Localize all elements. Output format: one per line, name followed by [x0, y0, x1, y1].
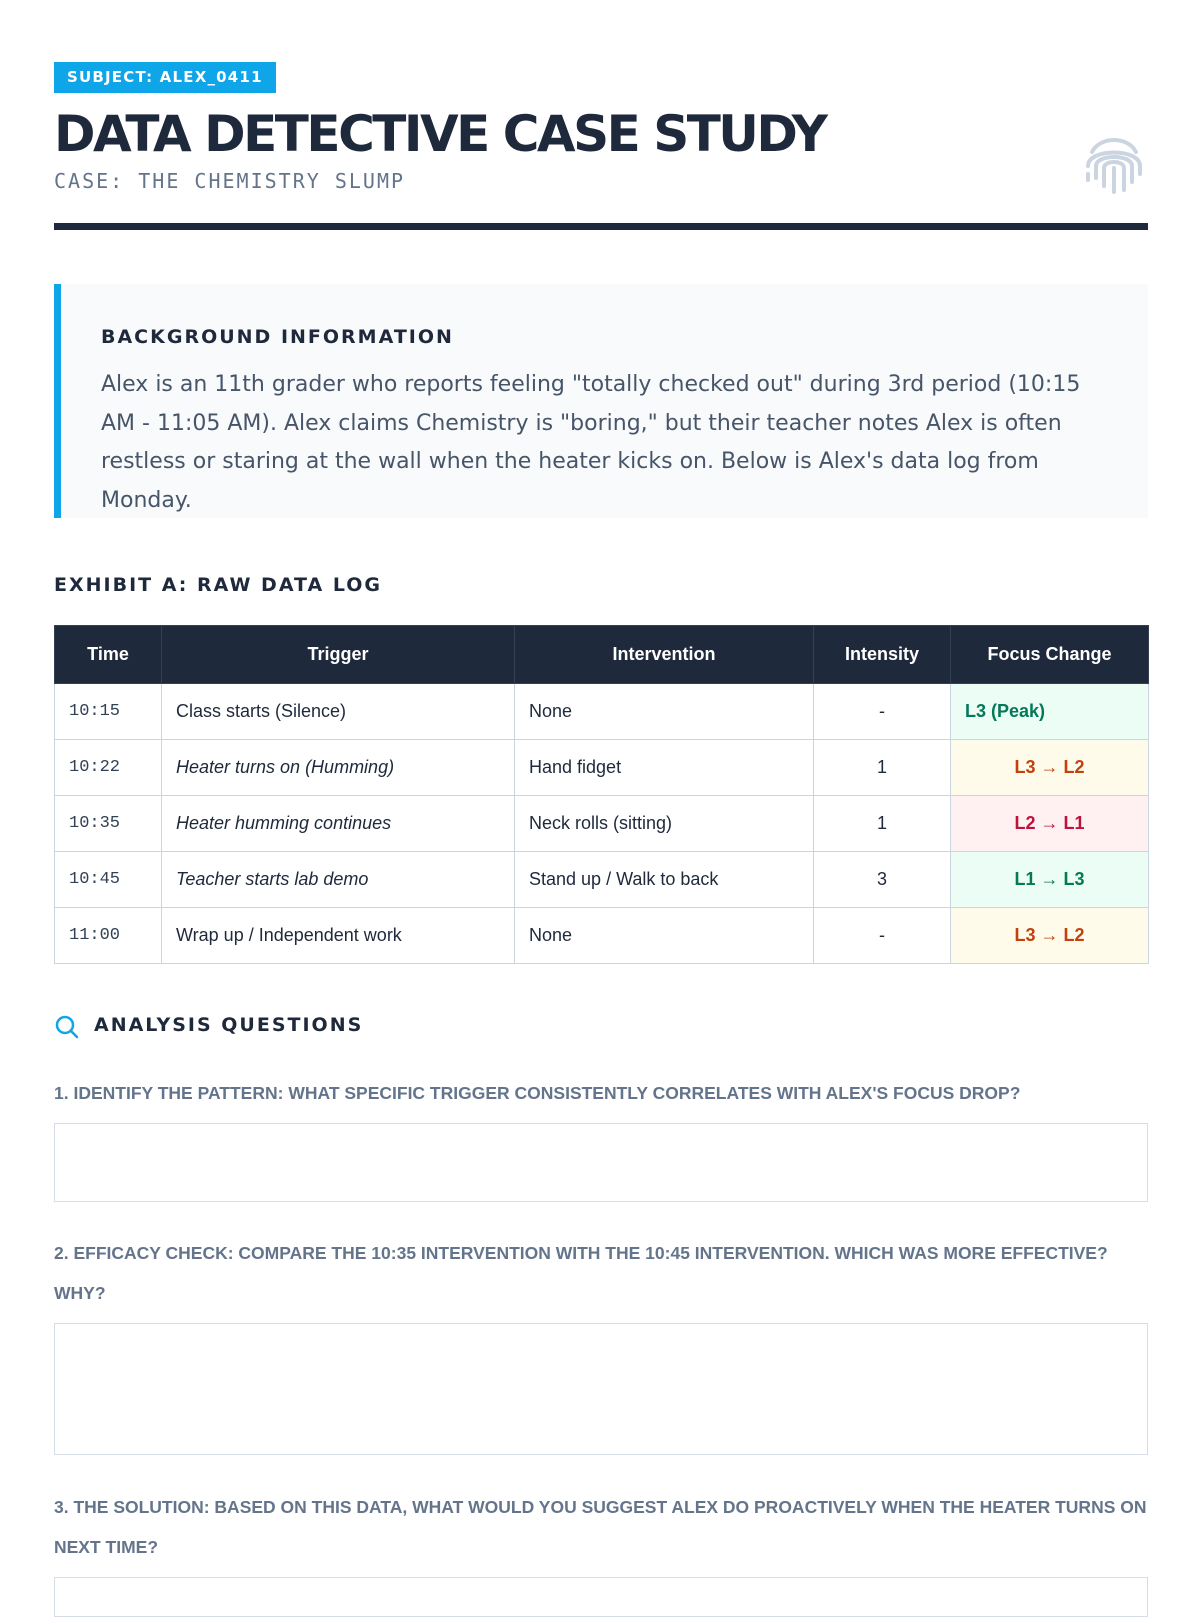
data-log-table — [54, 625, 1149, 964]
column-header-trigger: Trigger — [162, 626, 515, 684]
intervention-cell: Stand up / Walk to back — [515, 852, 814, 908]
question-1: 1. IDENTIFY THE PATTERN: WHAT SPECIFIC TRIGGER CONSISTENTLY CORRELATES WITH ALEX'S FOCUS DROP? — [54, 1083, 1021, 1103]
trigger-cell: Wrap up / Independent work — [162, 908, 515, 964]
search-icon — [54, 1014, 80, 1040]
intensity-cell: 1 — [814, 740, 951, 796]
intervention-cell: Hand fidget — [515, 740, 814, 796]
table-row — [55, 908, 1149, 964]
time-cell: 11:00 — [55, 908, 162, 964]
trigger-cell: Class starts (Silence) — [162, 684, 515, 740]
column-header-intervention: Intervention — [515, 626, 814, 684]
exhibit-title: EXHIBIT A: RAW DATA LOG — [54, 574, 383, 596]
answer-field-2[interactable] — [54, 1323, 1148, 1455]
question-3: 3. THE SOLUTION: BASED ON THIS DATA, WHAT WOULD YOU SUGGEST ALEX DO PROACTIVELY WHEN THE HEATER TURNS ON NEXT TIME? — [54, 1497, 1147, 1557]
intervention-cell: Neck rolls (sitting) — [515, 796, 814, 852]
intensity-cell: - — [814, 684, 951, 740]
intensity-cell: 1 — [814, 796, 951, 852]
intervention-cell: None — [515, 684, 814, 740]
case-label: CASE: THE CHEMISTRY SLUMP — [54, 169, 406, 193]
table-row — [55, 740, 1149, 796]
analysis-questions-heading: ANALYSIS QUESTIONS — [94, 1014, 364, 1036]
intervention-cell: None — [515, 908, 814, 964]
answer-field-1[interactable] — [54, 1123, 1148, 1202]
table-row — [55, 796, 1149, 852]
background-info-box — [54, 284, 1148, 518]
table-row — [55, 852, 1149, 908]
time-cell: 10:45 — [55, 852, 162, 908]
background-text: Alex is an 11th grader who reports feeling "totally checked out" during 3rd period (10:15 AM - 11:05 AM). Alex claims Chemistry is "boring," but their teacher notes Alex is often restless or staring at the wall when the heater kicks on. Below is Alex's data log from Monday. — [101, 372, 1081, 513]
column-header-focus-change: Focus Change — [951, 626, 1149, 684]
focus-change-cell: L2 → L1 — [951, 796, 1149, 852]
time-cell: 10:35 — [55, 796, 162, 852]
focus-change-cell: L3 (Peak) — [951, 684, 1149, 740]
column-header-intensity: Intensity — [814, 626, 951, 684]
trigger-cell: Teacher starts lab demo — [162, 852, 515, 908]
table-header-row — [55, 626, 1149, 684]
time-cell: 10:15 — [55, 684, 162, 740]
header-divider — [54, 223, 1148, 230]
trigger-cell: Heater humming continues — [162, 796, 515, 852]
column-header-time: Time — [55, 626, 162, 684]
fingerprint-icon — [1080, 130, 1148, 198]
page-title: DATA DETECTIVE CASE STUDY — [54, 105, 826, 163]
intensity-cell: 3 — [814, 852, 951, 908]
focus-change-cell: L3 → L2 — [951, 908, 1149, 964]
time-cell: 10:22 — [55, 740, 162, 796]
table-row — [55, 684, 1149, 740]
focus-change-cell: L1 → L3 — [951, 852, 1149, 908]
answer-field-3[interactable] — [54, 1577, 1148, 1617]
focus-change-cell: L3 → L2 — [951, 740, 1149, 796]
background-heading: BACKGROUND INFORMATION — [101, 326, 454, 348]
intensity-cell: - — [814, 908, 951, 964]
trigger-cell: Heater turns on (Humming) — [162, 740, 515, 796]
question-2: 2. EFFICACY CHECK: COMPARE THE 10:35 INTERVENTION WITH THE 10:45 INTERVENTION. WHICH WAS MORE EFFECTIVE? WHY? — [54, 1243, 1108, 1303]
subject-badge: SUBJECT: ALEX_0411 — [54, 62, 276, 93]
